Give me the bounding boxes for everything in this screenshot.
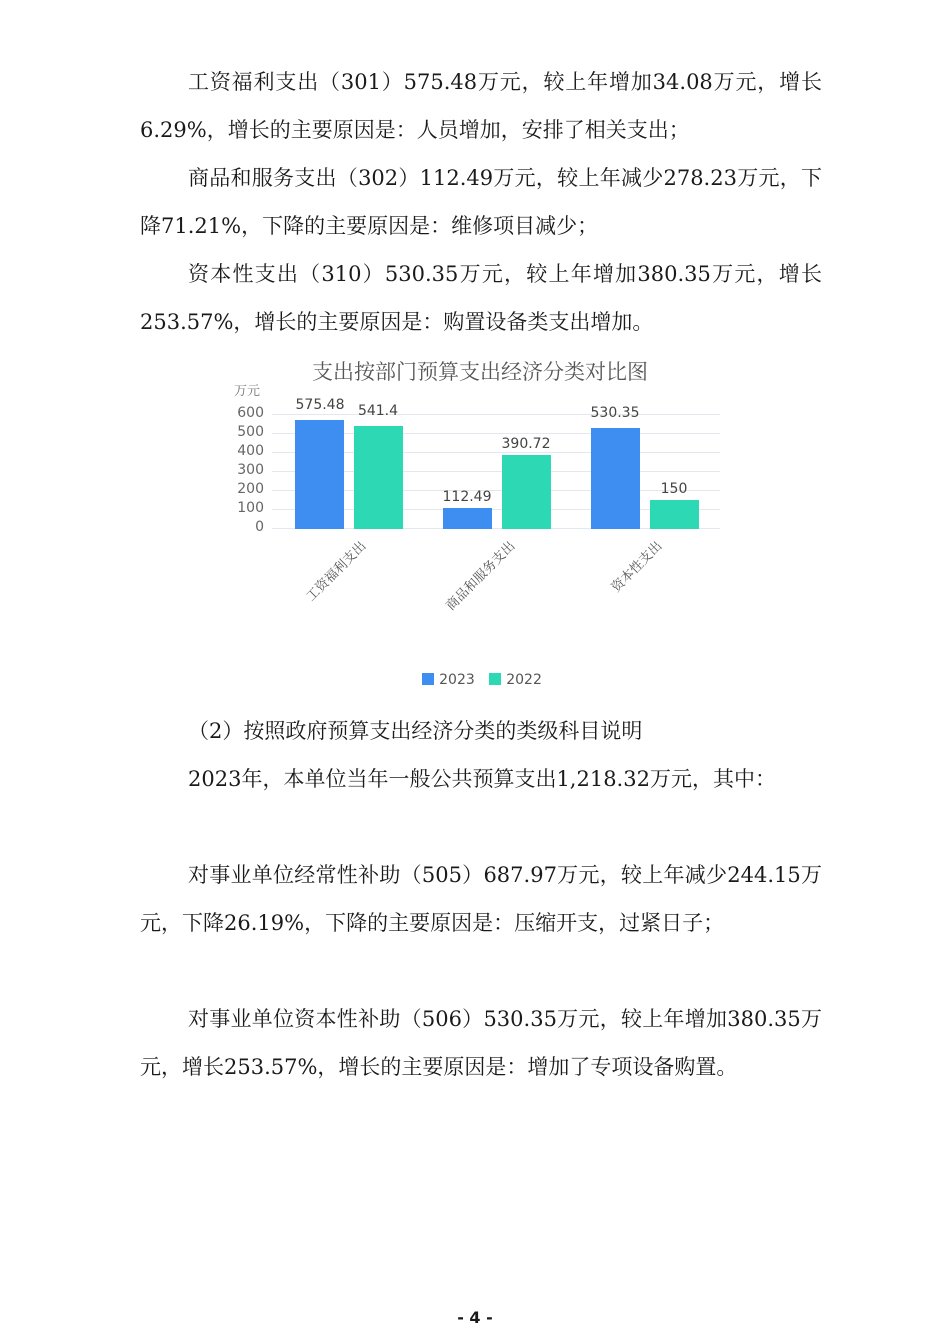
chart-title: 支出按部门预算支出经济分类对比图 <box>312 360 648 384</box>
bar-label: 112.49 <box>442 489 492 505</box>
bar-label: 530.35 <box>590 405 640 421</box>
paragraph-wages: 工资福利支出（301）575.48万元，较上年增加34.08万元，增长6.29%，增长的主要原因是：人员增加，安排了相关支出； <box>140 70 822 142</box>
bar-label: 390.72 <box>501 436 551 452</box>
x-category: 工资福利支出 <box>303 538 370 605</box>
legend-swatch-2023 <box>422 673 434 685</box>
paragraph-total: 2023年，本单位当年一般公共预算支出1,218.32万元，其中： <box>188 767 776 791</box>
plot-area <box>237 397 720 614</box>
bar-2022-capital <box>650 500 699 529</box>
legend-swatch-2022 <box>489 673 501 685</box>
bar-2023-capital <box>591 428 640 529</box>
legend-label-2023: 2023 <box>439 672 475 688</box>
bar-label: 150 <box>660 481 688 497</box>
bar-label: 541.4 <box>357 403 399 419</box>
bar-label: 575.48 <box>295 397 345 413</box>
y-tick: 0 <box>255 519 264 535</box>
y-axis-unit: 万元 <box>234 384 261 399</box>
y-tick: 300 <box>237 462 264 478</box>
y-tick: 600 <box>237 405 264 421</box>
bar-2022-goods <box>502 455 551 529</box>
page-number: - 4 - <box>457 1308 493 1327</box>
paragraph-goods-services: 商品和服务支出（302）112.49万元，较上年减少278.23万元，下降71.21%，下降的主要原因是：维修项目减少； <box>140 166 822 238</box>
y-tick: 100 <box>237 500 264 516</box>
bar-2023-goods <box>443 508 492 529</box>
expenditure-bar-chart <box>220 350 740 700</box>
y-tick: 500 <box>237 424 264 440</box>
x-category: 资本性支出 <box>608 538 666 596</box>
paragraph-capital: 资本性支出（310）530.35万元，较上年增加380.35万元，增长253.57%，增长的主要原因是：购置设备类支出增加。 <box>140 262 822 334</box>
section-heading: （2）按照政府预算支出经济分类的类级科目说明 <box>188 719 643 743</box>
y-tick: 400 <box>237 443 264 459</box>
bar-2023-wages <box>295 420 344 529</box>
legend-label-2022: 2022 <box>506 672 542 688</box>
chart-legend <box>220 672 740 688</box>
x-category: 商品和服务支出 <box>443 538 519 614</box>
paragraph-506: 对事业单位资本性补助（506）530.35万元，较上年增加380.35万元，增长253.57%，增长的主要原因是：增加了专项设备购置。 <box>140 1007 822 1079</box>
paragraph-505: 对事业单位经常性补助（505）687.97万元，较上年减少244.15万元，下降26.19%，下降的主要原因是：压缩开支，过紧日子； <box>140 863 822 935</box>
y-tick: 200 <box>237 481 264 497</box>
bar-2022-wages <box>354 426 403 529</box>
